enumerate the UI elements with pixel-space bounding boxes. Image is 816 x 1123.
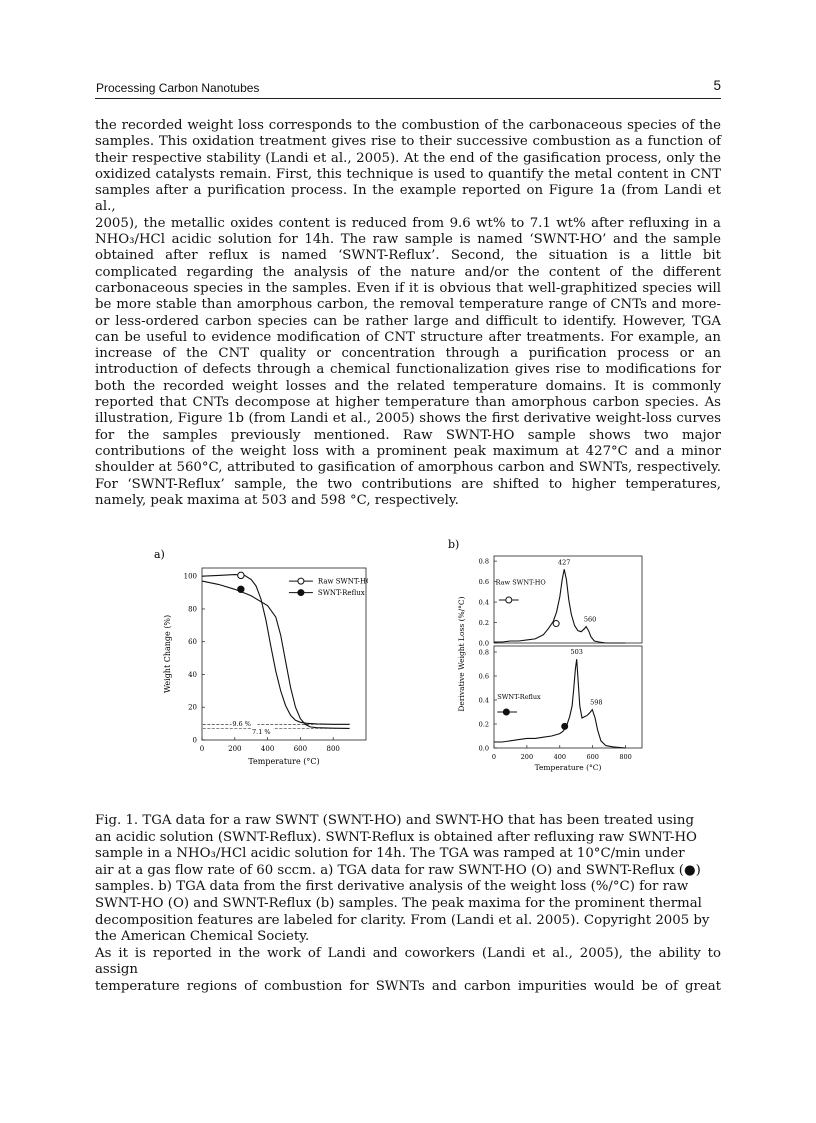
caption-line: sample in a NHO₃/HCl acidic solution for 14h. The TGA was ramped at 10°C/min under: [95, 846, 685, 862]
panel-label: b): [448, 538, 460, 551]
text-line: illustration, Figure 1b (from Landi et al., 2005) shows the first derivative weight-loss curves: [95, 411, 721, 427]
series-label-reflux: SWNT-Reflux: [497, 692, 541, 701]
text-line: their respective stability (Landi et al., 2005). At the end of the gasification process, only the: [95, 150, 721, 166]
plot-frame: [494, 556, 642, 643]
text-line: For ‘SWNT-Reflux’ sample, the two contributions are shifted to higher temperatures,: [95, 476, 721, 492]
page-number: 5: [713, 78, 721, 93]
panel-label: a): [154, 548, 165, 561]
legend-marker-reflux: [298, 590, 304, 596]
y-tick-label: 20: [188, 703, 197, 712]
y-tick-label: 0.4: [478, 598, 489, 607]
x-tick-label: 400: [553, 753, 566, 761]
annotation-71: 7.1 %: [252, 727, 271, 736]
text-line: namely, peak maxima at 503 and 598 °C, respectively.: [95, 492, 459, 508]
caption-line: air at a gas flow rate of 60 sccm. a) TGA data for raw SWNT-HO (O) and SWNT-Reflux (●): [95, 862, 701, 878]
text-line: 2005), the metallic oxides content is reduced from 9.6 wt% to 7.1 wt% after refluxing in a: [95, 215, 721, 231]
text-line: temperature regions of combustion for SWNTs and carbon impurities would be of great: [95, 978, 721, 994]
text-line: can be useful to evidence modification of CNT structure after treatments. For example, an: [95, 329, 721, 345]
x-tick-label: 200: [228, 745, 242, 753]
body-paragraph-2: [95, 946, 721, 995]
legend-label-raw: Raw SWNT-HO: [317, 577, 368, 586]
caption-line: an acidic solution (SWNT-Reflux). SWNT-Reflux is obtained after refluxing raw SWNT-HO: [95, 829, 697, 845]
y-tick-label: 0.8: [478, 648, 489, 657]
x-tick-label: 800: [619, 753, 632, 761]
y-axis-label: Weight Change (%): [163, 614, 172, 694]
text-line: complicated regarding the analysis of the nature and/or the content of the different: [95, 264, 721, 280]
y-tick-label: 60: [188, 638, 197, 647]
y-tick-label: 100: [183, 572, 197, 581]
caption-line: the American Chemical Society.: [95, 929, 310, 945]
text-line: obtained after reflux is named ‘SWNT-Reflux’. Second, the situation is a little bit: [95, 248, 721, 264]
legend-marker-reflux: [503, 709, 509, 715]
filled-circle-marker: [238, 586, 244, 592]
text-line: carbonaceous species in the samples. Even if it is obvious that well-graphitized species will: [95, 280, 721, 296]
derivative-weight-chart: [446, 536, 646, 806]
x-axis-label: Temperature (°C): [534, 763, 602, 772]
x-tick-label: 400: [260, 745, 275, 753]
caption-line: samples. b) TGA data from the first derivative analysis of the weight loss (%/°C) for raw: [95, 879, 689, 895]
text-line: the recorded weight loss corresponds to the combustion of the carbonaceous species of the: [95, 118, 721, 133]
peak-label: 427: [558, 558, 571, 567]
text-line: or less-ordered carbon species can be rather large and difficult to identify. However, TGA: [95, 313, 721, 329]
text-line: both the recorded weight losses and the related temperature domains. It is commonly: [95, 378, 721, 394]
legend-label-reflux: SWNT-Reflux: [317, 589, 365, 598]
series-label-raw: Raw SWNT-HO: [495, 578, 546, 587]
body-paragraph-1: [95, 118, 721, 509]
y-tick-label: 40: [188, 670, 197, 679]
figure-caption: [95, 813, 721, 946]
peak-label: 560: [583, 615, 597, 624]
text-line: increase of the CNT quality or concentration through a purification process or an: [95, 346, 721, 362]
x-tick-label: 200: [520, 753, 534, 761]
y-tick-label: 0.2: [478, 619, 489, 628]
y-tick-label: 0.8: [478, 557, 489, 566]
y-tick-label: 0.4: [478, 696, 489, 705]
tga-weight-chart: [148, 546, 368, 776]
series-line-reflux: [202, 581, 350, 728]
y-tick-label: 0.2: [478, 720, 489, 729]
caption-line: decomposition features are labeled for clarity. From (Landi et al. 2005). Copyright 2005 by: [95, 912, 710, 928]
caption-line: Fig. 1. TGA data for a raw SWNT (SWNT-HO) and SWNT-HO that has been treated using: [95, 813, 694, 828]
legend-marker-raw: [298, 578, 304, 584]
figure-1a: [148, 546, 368, 776]
y-tick-label: 0.6: [478, 578, 489, 587]
y-tick-label: 0: [192, 736, 197, 745]
peak-label: 598: [590, 698, 603, 707]
x-tick-label: 0: [491, 753, 497, 761]
x-tick-label: 0: [199, 745, 205, 753]
annotation-96: 9.6 %: [232, 719, 251, 728]
text-line: shoulder at 560°C, attributed to gasification of amorphous carbon and SWNTs, respectively.: [95, 460, 721, 476]
open-circle-marker: [238, 572, 244, 578]
x-tick-label: 800: [326, 745, 340, 753]
text-line: samples after a purification process. In the example reported on Figure 1a (from Landi et al.,: [95, 183, 721, 215]
y-tick-label: 0.6: [478, 672, 489, 681]
y-tick-label: 80: [188, 605, 197, 614]
text-line: contributions of the weight loss with a prominent peak maximum at 427°C and a minor: [95, 443, 721, 459]
open-circle-marker: [553, 621, 559, 627]
peak-label: 503: [570, 648, 583, 657]
running-title: Processing Carbon Nanotubes: [96, 81, 260, 95]
series-line-reflux: [494, 659, 626, 748]
text-line: introduction of defects through a chemical functionalization gives rise to modifications for: [95, 362, 721, 378]
text-line: NHO₃/HCl acidic solution for 14h. The raw sample is named ‘SWNT-HO’ and the sample: [95, 232, 721, 248]
y-tick-label: 0.0: [478, 639, 489, 648]
text-line: be more stable than amorphous carbon, the removal temperature range of CNTs and more-: [95, 297, 721, 313]
legend-marker-raw: [506, 597, 512, 603]
y-tick-label: 0.0: [478, 744, 489, 753]
text-line: As it is reported in the work of Landi and coworkers (Landi et al., 2005), the ability to assign: [95, 946, 721, 978]
text-line: oxidized catalysts remain. First, this technique is used to quantify the metal content in CNT: [95, 166, 721, 182]
text-line: reported that CNTs decompose at higher temperature than amorphous carbon species. As: [95, 395, 721, 411]
x-tick-label: 600: [586, 753, 599, 761]
y-axis-label: Derivative Weight Loss (%/°C): [457, 596, 466, 712]
running-header: [95, 80, 721, 99]
text-line: samples. This oxidation treatment gives rise to their successive combustion as a function of: [95, 134, 721, 150]
caption-line: SWNT-HO (O) and SWNT-Reflux (b) samples. The peak maxima for the prominent thermal: [95, 895, 702, 911]
filled-circle-marker: [562, 723, 568, 729]
x-tick-label: 600: [293, 745, 308, 753]
figure-1b: [446, 536, 646, 806]
x-axis-label: Temperature (°C): [248, 757, 320, 766]
text-line: for the samples previously mentioned. Raw SWNT-HO sample shows two major: [95, 427, 721, 443]
